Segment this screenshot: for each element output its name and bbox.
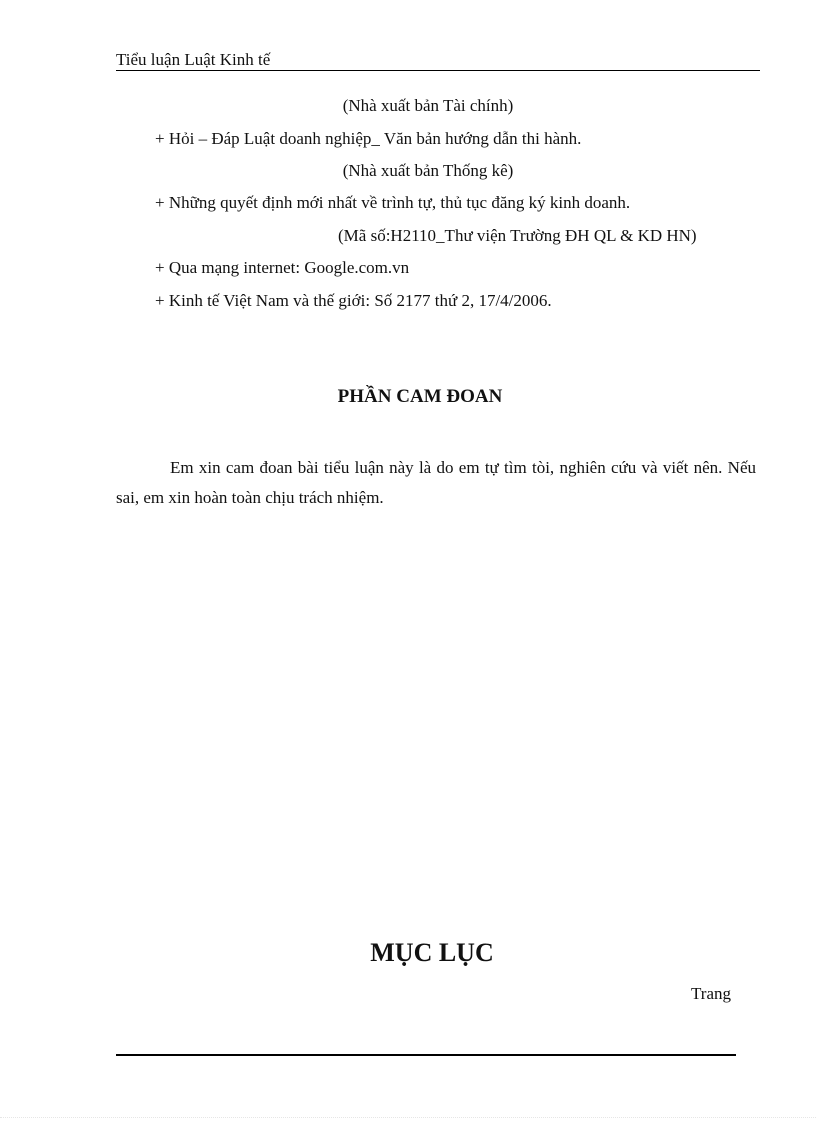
toc-heading: MỤC LỤC bbox=[370, 938, 494, 967]
header-rule bbox=[116, 70, 760, 71]
reference-line: (Nhà xuất bản Tài chính) bbox=[342, 96, 514, 115]
reference-line: (Nhà xuất bản Thống kê) bbox=[342, 161, 514, 180]
reference-line: + Hỏi – Đáp Luật doanh nghiệp_ Văn bản hướng dẫn thi hành. bbox=[155, 129, 582, 148]
running-header-title: Tiểu luận Luật Kinh tế bbox=[116, 50, 271, 69]
reference-line: + Qua mạng internet: Google.com.vn bbox=[155, 258, 410, 277]
commitment-heading: PHẦN CAM ĐOAN bbox=[337, 386, 503, 407]
commitment-paragraph: Em xin cam đoan bài tiểu luận này là do em tự tìm tòi, nghiên cứu và viết nên. Nếu sai, em xin hoàn toàn chịu trách nhiệm. bbox=[116, 458, 756, 507]
reference-line: (Mã số:H2110_Thư viện Trường ĐH QL & KD HN) bbox=[338, 226, 697, 245]
reference-line: + Những quyết định mới nhất về trình tự, thủ tục đăng ký kinh doanh. bbox=[155, 193, 631, 212]
page-bottom-border bbox=[0, 1117, 816, 1118]
toc-page-column-label: Trang bbox=[691, 984, 731, 1003]
reference-line: + Kinh tế Việt Nam và thế giới: Số 2177 thứ 2, 17/4/2006. bbox=[155, 291, 552, 310]
footer-rule bbox=[116, 1054, 736, 1056]
